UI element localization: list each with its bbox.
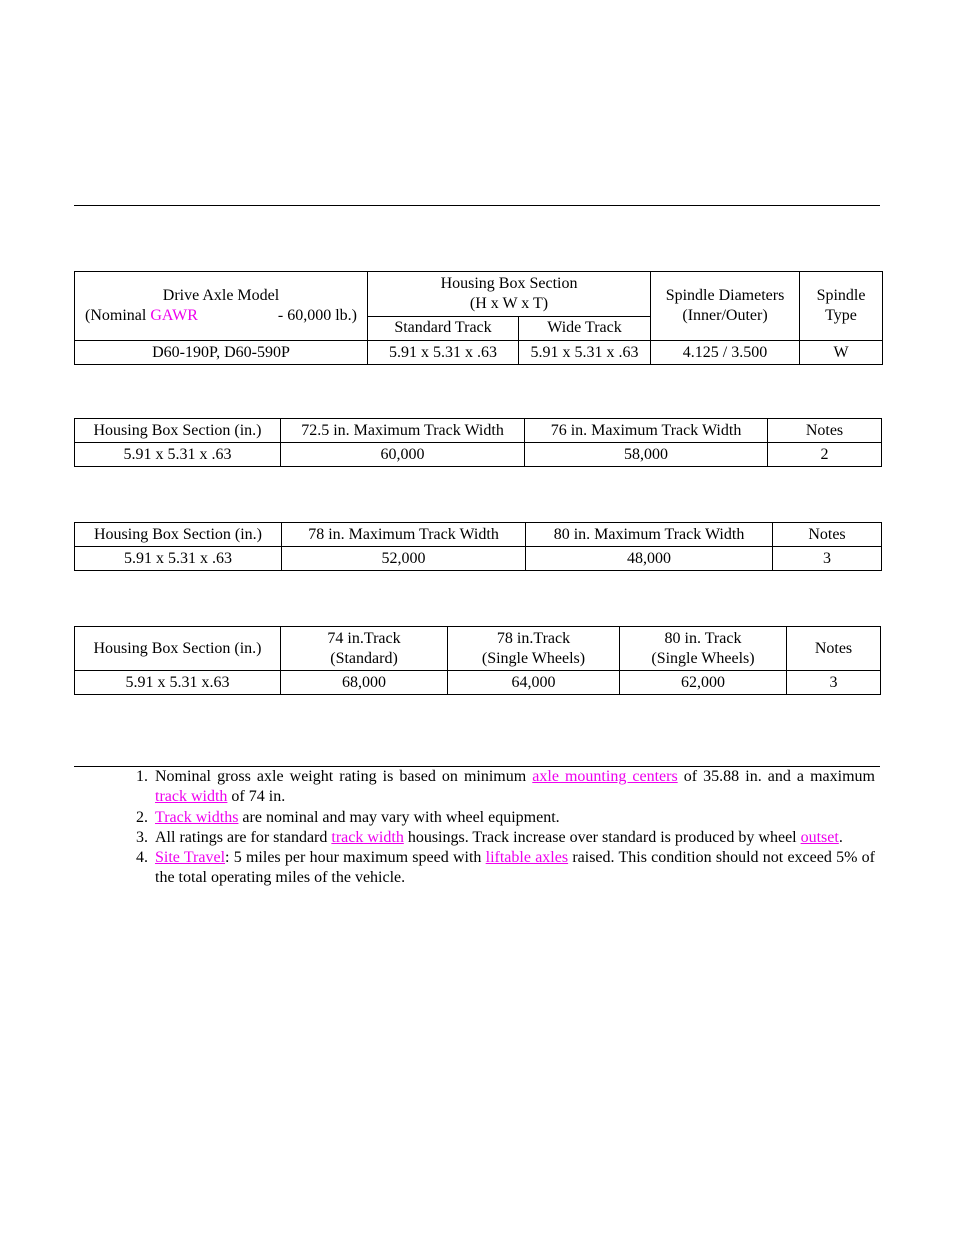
rating-table-72-76 bbox=[74, 418, 882, 467]
header-line2: (Single Wheels) bbox=[481, 649, 586, 667]
liftable-axles-link[interactable]: liftable axles bbox=[485, 849, 569, 867]
axle-spec-table bbox=[74, 271, 883, 365]
footnote-number: 4. bbox=[136, 849, 148, 867]
cell-spindle-type: W bbox=[800, 341, 883, 365]
gawr-link[interactable]: GAWR bbox=[150, 307, 198, 324]
header-wide-track: Wide Track bbox=[519, 316, 651, 340]
cell-model: D60-190P, D60-590P bbox=[75, 341, 368, 365]
track-width-link[interactable]: track width bbox=[155, 788, 228, 806]
header-line1: Housing Box Section (in.) bbox=[93, 639, 262, 657]
header-spindle-diam-line2: (Inner/Outer) bbox=[682, 307, 768, 324]
cell-wide-track: 5.91 x 5.31 x .63 bbox=[519, 341, 651, 365]
table-header-cell bbox=[448, 627, 620, 671]
header-line1: 78 in.Track bbox=[496, 629, 571, 647]
footnotes-list bbox=[130, 767, 875, 889]
header-line2: (Single Wheels) bbox=[651, 649, 755, 667]
table-header-cell bbox=[75, 627, 281, 671]
table-cell: 58,000 bbox=[525, 443, 768, 467]
table-cell: 48,000 bbox=[526, 547, 773, 571]
header-line1: 74 in.Track bbox=[327, 629, 401, 647]
footnote-text: raised. This condition should not exceed 5% of the total operating miles of the vehicle. bbox=[155, 849, 876, 887]
top-divider bbox=[74, 205, 880, 206]
footnote-text: are nominal and may vary with wheel equipment. bbox=[238, 808, 560, 826]
table-cell: 2 bbox=[768, 443, 882, 467]
footnote-number: 2. bbox=[136, 808, 148, 826]
table-header-cell: 76 in. Maximum Track Width bbox=[525, 419, 768, 443]
header-line2: (Standard) bbox=[330, 649, 398, 667]
outset-link[interactable]: outset bbox=[800, 828, 839, 846]
site-travel-link[interactable]: Site Travel bbox=[155, 849, 226, 867]
table-cell: 64,000 bbox=[448, 671, 620, 695]
header-spindle-diam-line1: Spindle Diameters bbox=[665, 287, 785, 304]
table-header-cell bbox=[787, 627, 881, 671]
footnote-number: 3. bbox=[136, 828, 148, 846]
table-cell: 62,000 bbox=[620, 671, 787, 695]
table-cell: 5.91 x 5.31 x .63 bbox=[75, 443, 281, 467]
header-housing-line2: (H x W x T) bbox=[469, 294, 549, 312]
table-header-cell bbox=[620, 627, 787, 671]
table-cell: 3 bbox=[773, 547, 882, 571]
header-model-rating: - 60,000 lb.) bbox=[277, 307, 357, 324]
axle-mounting-centers-link[interactable]: axle mounting centers bbox=[532, 768, 678, 785]
footnote-text: of 74 in. bbox=[227, 788, 286, 806]
footnote-3 bbox=[130, 828, 875, 848]
header-spindle-type bbox=[800, 272, 883, 341]
table-header-cell: 80 in. Maximum Track Width bbox=[526, 523, 773, 547]
table-cell: 68,000 bbox=[281, 671, 448, 695]
table-header-cell: Housing Box Section (in.) bbox=[75, 419, 281, 443]
table-header-cell: 78 in. Maximum Track Width bbox=[282, 523, 526, 547]
footnote-text: housings. Track increase over standard is produced by wheel bbox=[403, 828, 801, 846]
table-header-cell bbox=[281, 627, 448, 671]
table-cell: 60,000 bbox=[281, 443, 525, 467]
track-widths-link[interactable]: Track widths bbox=[155, 808, 239, 826]
header-spindle-diameters bbox=[651, 272, 800, 341]
header-model-line1: Drive Axle Model bbox=[162, 287, 280, 304]
table-header-cell: Notes bbox=[768, 419, 882, 443]
track-width-link[interactable]: track width bbox=[331, 828, 404, 846]
footnote-number: 1. bbox=[136, 768, 148, 785]
header-drive-axle-model bbox=[75, 272, 368, 341]
header-standard-track: Standard Track bbox=[368, 316, 519, 340]
table-cell: 5.91 x 5.31 x.63 bbox=[75, 671, 281, 695]
header-spindle-type-line2: Type bbox=[825, 307, 857, 324]
header-line1: Notes bbox=[814, 639, 853, 657]
cell-spindle-diameters: 4.125 / 3.500 bbox=[651, 341, 800, 365]
header-housing-box-section bbox=[368, 272, 651, 317]
header-housing-line1: Housing Box Section bbox=[440, 274, 578, 292]
table-header-cell: 72.5 in. Maximum Track Width bbox=[281, 419, 525, 443]
table-header-cell: Notes bbox=[773, 523, 882, 547]
footnote-4 bbox=[130, 848, 875, 889]
header-spindle-type-line1: Spindle bbox=[816, 287, 866, 304]
footnote-text: : 5 miles per hour maximum speed with bbox=[225, 849, 486, 867]
footnote-text: of 35.88 in. and a maximum bbox=[677, 768, 875, 785]
table-cell: 5.91 x 5.31 x .63 bbox=[75, 547, 282, 571]
table-cell: 3 bbox=[787, 671, 881, 695]
footnote-2 bbox=[130, 808, 875, 828]
footnote-text: Nominal gross axle weight rating is based on minimum bbox=[155, 768, 533, 785]
footnote-text: All ratings are for standard bbox=[155, 828, 332, 846]
cell-standard-track: 5.91 x 5.31 x .63 bbox=[368, 341, 519, 365]
table-header-cell: Housing Box Section (in.) bbox=[75, 523, 282, 547]
header-model-prefix: (Nominal bbox=[85, 307, 151, 324]
table-cell: 52,000 bbox=[282, 547, 526, 571]
footnote-text: . bbox=[838, 828, 843, 846]
footnote-1 bbox=[130, 767, 875, 808]
rating-table-78-80 bbox=[74, 522, 882, 571]
header-line1: 80 in. Track bbox=[664, 629, 742, 647]
rating-table-single-wheels bbox=[74, 626, 881, 695]
